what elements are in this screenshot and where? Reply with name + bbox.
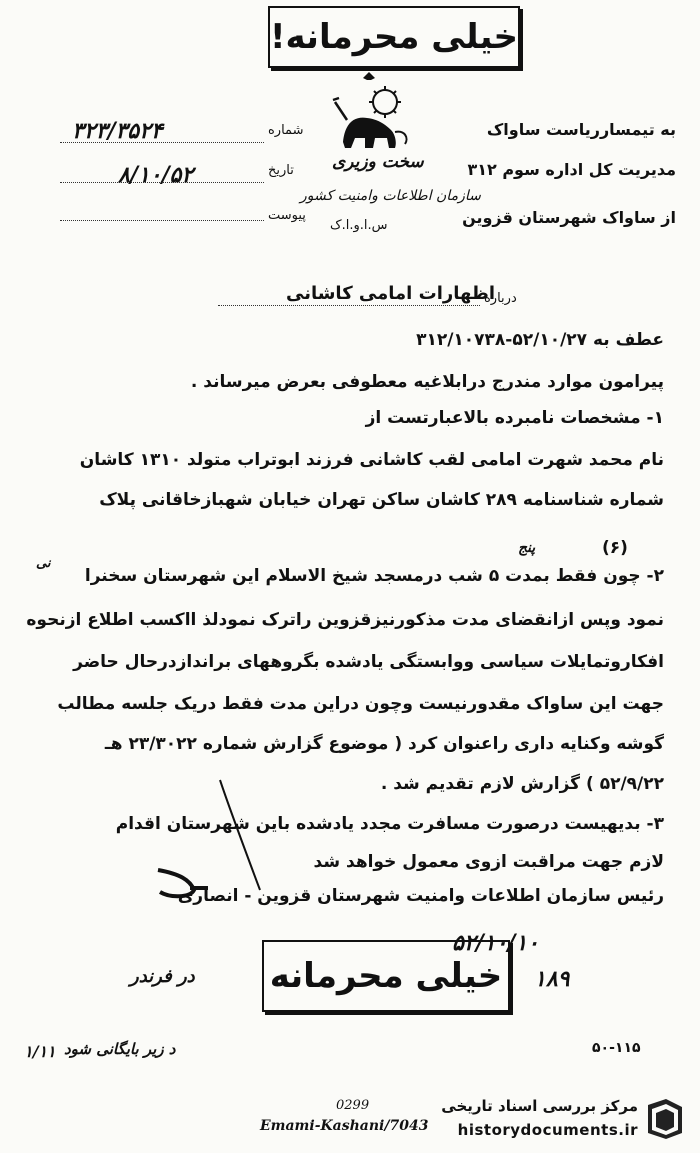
item3-line2: لازم جهت مراقبت ازوی معمول خواهد شد [313,852,664,872]
page-number: 0299 [336,1098,370,1113]
subject-value: اظهارات امامی کاشانی [286,283,496,304]
emblem-subcaption: س.ا.و.ا.ک [330,218,388,233]
item2-line3: افکاروتمایلات سیاسی ووابستگی یادشده بگروههای براندازدرحال حاضر [73,652,664,672]
handwritten-left-note2: د زیر بایگانی شود [64,1040,176,1058]
file-reference: Emami-Kashani/7043 [260,1118,429,1134]
archive-logo [440,1093,690,1149]
item1-line2: شماره شناسنامه ۲۸۹ کاشان ساکن تهران خیابان شهبازخاقانی پلاک [99,490,664,510]
archive-logo-text: مرکز بررسی اسناد تاریخی [441,1097,638,1115]
handwritten-note-above: پنج [518,540,536,556]
sender-line: از ساواک شهرستان قزوین [462,208,676,227]
date-value: ۸/۱۰/۵۲ [118,162,194,188]
archive-logo-url[interactable]: historydocuments.ir [457,1121,638,1139]
handwritten-annotation-mid: سخت وزیری [332,152,424,172]
number-label: شماره [268,123,304,138]
item1-line1: نام محمد شهرت امامی لقب کاشانی فرزند ابوتراب متولد ۱۳۱۰ کاشان [79,450,664,470]
top-secret-stamp [268,6,520,68]
recipient-line: به تیمسارریاست ساواک [486,120,676,139]
signatory-line: رئیس سازمان اطلاعات وامنیت شهرستان قزوین - انصاری [177,886,664,906]
item2-line2: نمود وپس ازانقضای مدت مذکورنیزقزوین راترک نمودلذ ااکسب اطلاع ازنحوه [26,610,664,630]
number-value: ۳۲۳/۳۵۲۴ [72,118,163,144]
item2-line4: جهت این ساواک مقدورنیست وچون دراین مدت فقط دریک جلسه مطالب [57,694,664,714]
emblem-caption: سازمان اطلاعات وامنیت کشور [300,188,481,204]
archive-logo-icon [642,1095,688,1141]
item1-line3: (۶) [602,538,628,558]
handwritten-note-right: نی [36,556,51,571]
attachment-dotted-line [60,220,264,221]
handwritten-date: ۵۲/۱۰/۱۰ [452,930,539,956]
handwritten-code: ۱۸۹ [534,966,570,992]
subject-label: درباره [484,291,517,306]
attachment-label: پیوست [268,208,306,223]
signature-scribble-icon [150,770,400,920]
item2-line6: ۵۲/۹/۲۲ ) گزارش لازم تقدیم شد . [380,774,664,794]
subject-dotted-line [218,305,480,306]
intro-line: پیرامون موارد مندرج درابلاغیه معطوفی بعرض میرساند . [190,372,664,392]
form-code: ۵۰-۱۱۵ [592,1040,641,1056]
bottom-secret-stamp-text: خیلی محرمانه [269,956,503,996]
top-secret-stamp-text: خیلی محرمانه! [270,17,518,57]
reference-line: عطف به ۵۲/۱۰/۲۷-۳۱۲/۱۰۷۳۸ [416,330,664,350]
recipient-department: مدیریت کل اداره سوم ۳۱۲ [467,160,676,179]
handwritten-left-note3: ۱/۱۱ [24,1042,56,1061]
item3-line1: ۳- بدیهیست درصورت مسافرت مجدد یادشده باین شهرستان اقدام [115,814,664,834]
item2-line1: ۲- چون فقط بمدت ۵ شب درمسجد شیخ الاسلام این شهرستان سخنرا [84,566,664,586]
handwritten-left-note1: در فرندر [130,966,195,987]
item2-line5: گوشه وکنایه داری راعنوان کرد ( موضوع گزارش شماره ۲۳/۳۰۲۲ هـ [104,734,664,754]
date-label: تاریخ [268,163,294,178]
item1-title: ۱- مشخصات نامبرده بالاعبارتست از [365,408,664,428]
lion-and-sun-emblem-icon [325,72,413,160]
